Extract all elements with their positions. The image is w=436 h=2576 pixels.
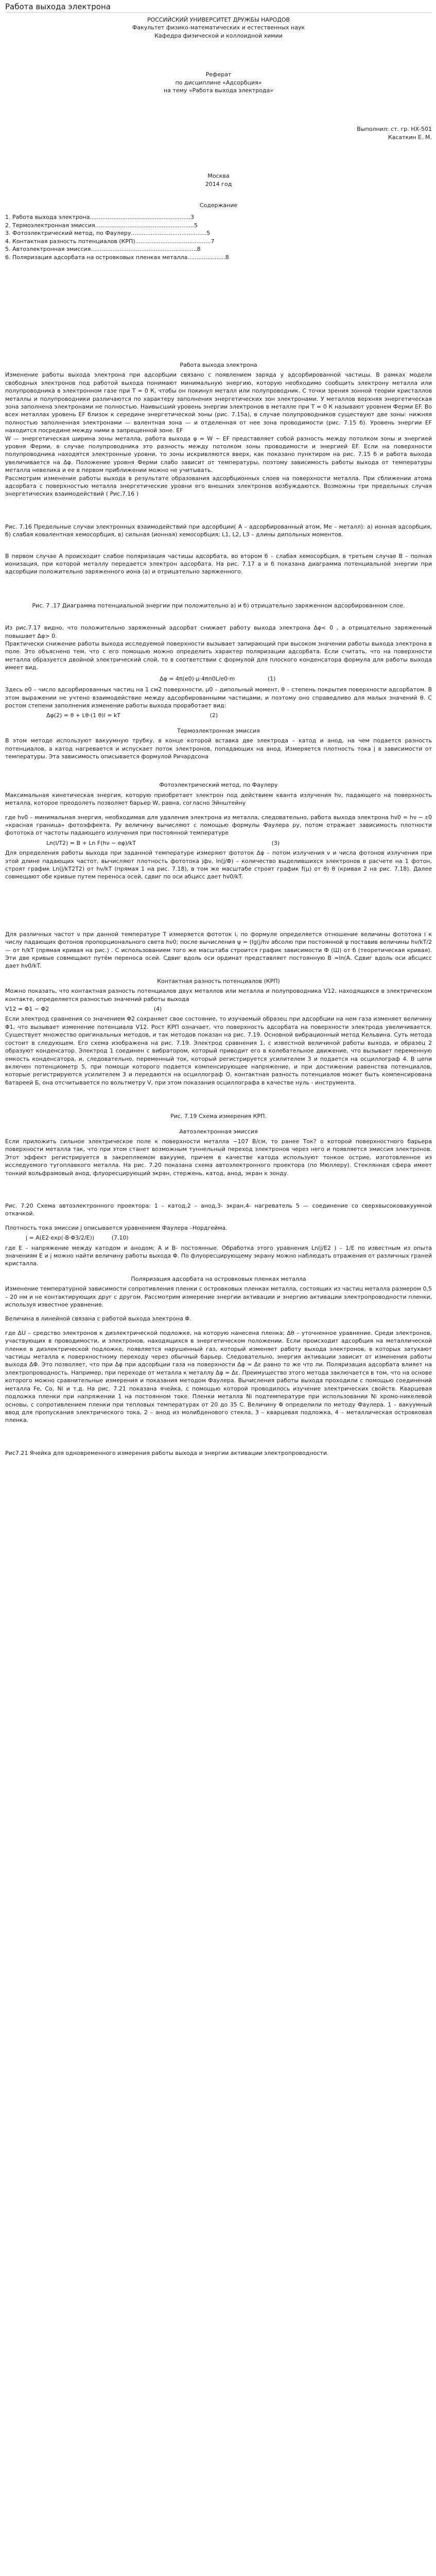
paragraph: W — энергетическая ширина зоны металла, работа выхода φ = W − EF представляет собой разность между потолком зоны и энергией уровня Ферми, в случае полупроводника это разность между потолком зоны проводимости и энергией EF. Если на поверхности полупроводника находятся электронные уровни, то зоны искривляются вверх, как показано пунктиром на рис. 7.15 б и работа выхода увеличивается на Δφ. Положение уровня Ферми слабо зависит от температуры, поэтому зависимость работы выхода от температуры металла невелика и ее в первом приближении можно не учитывать.: [5, 435, 432, 474]
title-divider: [5, 12, 432, 13]
faculty-name: Факультет физико-математических и естественных наук: [132, 24, 305, 31]
paragraph: В этом методе используют вакуумную трубку, в конце которой вставка две электрода – катод и анод, на чем подается разность потенциалов, а катод нагревается и испускает поток электронов, попадающих на анод. Измеряется плотность тока j в зависимости от температуры. Эта зависимость описывается формулой Ричардсона: [5, 737, 432, 760]
paragraph: Если электрод сравнения со значением Φ2 сохраняет свое состояние, то изучаемый образец при адсорбции на нем газа изменяет величину Φ1, что вызывает изменение потенциала V12. Рост КРП означает, что поверхность адсорбата на поверхности электрода увеличивается. Существует множество оригинальных методов, и так методов показан на рис. 7.19. Основной вибрационный метод Кельвина. Суть метода состоит в следующем. Его схема изображена на рис. 7.19. Электрод сравнения 1, с известной величиной работы выхода, и образец 2 образуют конденсатор. Электрод 1 соединен с вибратором, который приводит его в колебательное движение, что вызывает переменную емкость конденсатора, и, следовательно, переменный ток, который регистрируется усилителем 3 и подается на осциллограф 4. В цепи включен потенциометр 5, при помощи которого подается компенсирующее напряжение, и при достижении равенства потенциалов, которые регистрируются усилителем 3 и передаются на осциллограф О, контактная разность потенциалов может быть компенсирована батареей Б, она отсчитывается по вольтметру V, при этом показания осциллографа в качестве нуль - инструмента.: [5, 1015, 432, 1086]
equation: [5, 1005, 432, 1013]
paragraph: Для определения работы выхода при заданной температуре измеряют фототок Δφ – потом излучения ν и числа фотонов излучения при этой длине падающих частот, вычисляют плотность фототока jфν, ln(j/Φ) – количество выделившихся электронов в расчете на 1 фотон, строят график Ln(j/kT2T2) от hν/kT (прямая 1 на рис. 7.18), в том же масштабе строят график f(μ) от θ) θ (кривая 2 на рис. 7.18). Далее совмещают обе кривые путем переноса осей, сдвиг по оси абцисс дает hν0/kT.: [5, 850, 432, 880]
equation-text: V12 = Φ1 − Φ2: [5, 1006, 49, 1013]
section-heading: Фотоэлектрический метод, по Фаулеру: [159, 782, 278, 789]
section-heading: Термоэлектронная эмиссия: [177, 727, 260, 734]
equation-number: (7.10): [111, 1234, 129, 1242]
paragraph: Величина в линейной связана с работой выхода электрона Φ.: [5, 1315, 191, 1323]
equation: [160, 675, 432, 683]
paragraph: Здесь e0 – число адсорбированных частиц на 1 см2 поверхности, μ0 – дипольный момент, θ – степень покрытия поверхности адсорбатом. В этом выражении не учтено взаимодействие между адсорбированными частицами, и поэтому оно справедливо для малых значений θ. С ростом степени заполнения изменение работы выхода проработает вид:: [5, 686, 432, 709]
paragraph: Плотность тока эмиссии j описывается уравнением Фаулера –Нордгейма.: [5, 1224, 228, 1231]
toc-heading: Содержание: [199, 202, 238, 209]
section-heading: Поляризация адсорбата на островковых пленках металла: [131, 1275, 306, 1282]
title-page: [5, 16, 432, 188]
equation: [46, 839, 432, 847]
paragraph: Изменение температурной зависимости сопротивления пленки с островковых пленках металла, состоящих из частиц металла размером 0,5 – 20 нм и не контактирующих друг с другом. Рассмотрим измерение энергии активации и энергию активации электропроводности пленки, используя известное уравнение.: [5, 1285, 432, 1309]
toc-item[interactable]: 6. Поляризация адсорбата на островковых пленках металла.....................8: [5, 253, 229, 261]
toc-item[interactable]: 3. Фотоэлектрический метод, по Фаулеру..........................................5: [5, 230, 211, 237]
main-body: [5, 361, 432, 1457]
equation-text: Δφ(2) = θ + Lθ·(1 θ)l = kT: [46, 712, 121, 719]
toc-list: [5, 213, 239, 261]
paragraph: Если приложить сильное электрическое поле к поверхности металла ~107 В/см, то ранее Ток? о которой поверхностного барьера поверхности металла так, что при этом станет возможным туннельный переход электронов через него и появляется эмиссия электронов. Этот эффект регистрируется в закрепляемом вакууме, причем в качестве катода используют тонкое острие, изготовленное из исследуемого тугоплавкого металла. На рис. 7.20 показана схема автоэлектронного проектора (по Мюллеру). Стеклянная сфера имеет тонкий вольфрамовый анод, флуоресцирующий экран, стержень, катод, анод, экран к зонду.: [5, 1138, 432, 1177]
toc-item[interactable]: 4. Контактная разность потенциалов (КРП)..........................................7: [5, 238, 215, 245]
equation-number: (2): [210, 712, 218, 719]
toc-item[interactable]: 5. Автоэлектронная эмиссия...........................................................8: [5, 246, 201, 253]
author-group: Выполнил: ст. гр. НХ-501: [357, 126, 432, 133]
section-heading: Работа выхода электрона: [180, 361, 257, 368]
toc-item[interactable]: 2. Термоэлектронная эмиссия.......................................................5: [5, 222, 198, 229]
paragraph: Практически снижение работы выхода исследуемой поверхности вызывает запирающий при высоком значении работы выхода электрона в поле. Это объяснено тем, что с его помощью можно определить характер поляризации адсорбата. Если считать, что на поверхности металла образуется двойной электрический слой, то в соответствии с формулой для плоского конденсатора формула для работы выхода имеет вид.: [5, 640, 432, 671]
toc-item[interactable]: 1. Работа выхода электрона........................................................3: [5, 214, 195, 221]
paragraph: где E – напряжение между катодом и анодом; A и B- постоянные. Обработка этого уравнения Ln(j/E2 ) – 1/E по известным из опыта значениям E и j можно найти величину работы выхода Φ. По флуоресцирующему экрану можно наблюдать отражения от различных граней кристалла.: [5, 1244, 432, 1267]
city: Москва: [207, 173, 230, 180]
figure-caption: Рис. 7 .17 Диаграмма потенциальной энергии при положительно а) и б) отрицательно заряженном адсорбированном слое.: [32, 602, 405, 609]
equation: [46, 711, 432, 719]
department-name: Кафедра физической и коллоидной химии: [154, 32, 283, 39]
equation: [26, 1234, 432, 1242]
figure-caption: Рис. 7.19 Схема измерения КРП.: [170, 1113, 267, 1120]
topic: на тему «Работа выхода электрода»: [163, 87, 274, 94]
equation-number: (1): [267, 675, 276, 682]
paragraph: Максимальная кинетическая энергия, которую приобретает электрон под действием кванта излучения hν, падающего на поверхность металла, которое преодолеть позволяет барьер W, равна, согласно Эйнштейну: [5, 791, 432, 807]
equation-text: j = A(E2·exp(-B·Φ3/2/E)): [26, 1234, 95, 1242]
section-heading: Контактная разность потенциалов (КРП): [157, 977, 280, 985]
figure-caption: Рис7.21 Ячейка для одновременного измерения работы выхода и энергии активации электропроводности.: [5, 1449, 329, 1456]
figure-caption: Рис. 7.16 Предельные случаи электронных взаимодействий при адсорбции( A – адсорбированный атом, Ме – металл): а) ионная адсорбция, б) слабая ковалентная хемосорбция, в) сильная (ионная) хемосорбция; L1, L2, L3 – длины дипольных моментов.: [5, 523, 432, 538]
document-page: [0, 1, 436, 1457]
document-title: Работа выхода электрона: [5, 2, 111, 11]
equation-number: (3): [271, 839, 280, 846]
figure-caption: Рис. 7.20 Схема автоэлектронного проектора: 1 – катод,2 – анод,3- экран,4- нагреватель 5 — соединение со сверхвысоковакуумной откачкой.: [5, 1202, 432, 1217]
table-of-contents: [5, 201, 432, 261]
paragraph: где hν0 – минимальная энергия, необходимая для удаления электрона из металла, следовательно, работа выхода электрона hν0 = hν − ε0 «красная граница» фотоэффекта. Ру величину вычисляют с помощью формулы Фаулера ру, потом отражает зависимость плотности фототока от частоты падающего излучения при постоянной температуре: [5, 814, 432, 837]
section-heading: Автоэлектронная эмиссия: [179, 1128, 258, 1135]
paragraph: В первом случае A происходит слабое поляризация частицы адсорбата, во втором б – слабая хемосорбция, в третьем случае В – полная ионизация, при которой металлу передается электрон адсорбата. На рис. 7.17 а и б показана диаграмма потенциальной энергии при адсорбции положительно заряженного иона (а) и отрицательно заряженного.: [5, 552, 432, 575]
university-name: РОССИЙСКИЙ УНИВЕРСИТЕТ ДРУЖБЫ НАРОДОВ: [147, 16, 290, 23]
discipline: по дисциплине «Адсорбция»: [175, 79, 262, 86]
year: 2014 год: [205, 180, 232, 188]
paragraph: где ΔU – средство электронов к диэлектрической подложке, на которую нанесена пленка; Δθ – уточненное уравнение. Среди электронов, участвующих в проводимости, и электронов, находящихся в энергетическом положении. Если происходит адсорбция на металлической пленке в диэлектрической подложке, появляется нарушенный газ, который изменяет работу выхода электронов, в которых затухают частицы металла к поверхностному переходу через обычный барьер. Следовательно, энергия активации зависит от изменения работы выхода ΔΦ. Это позволяет, что при Δφ при адсорбции газа на поверхности Δφ = Δε равно то же что ли. Поляризация адсорбата влияет на электропроводность. Например, при переходе от металла к металлу Δφ = Δε. Преимущество этого метода заключается в том, что на основе которого можно сравнительные измерения и показания методом Фаулера. Вычисления работы выхода проходили с помощью соединений металла Fe, Co, Ni и т.д. На рис. 7.21 показана ячейка, с помощью которой проводилось изучение электрических свойств. Кварцевая подложка пленки при напряжении 1 на постоянном токе. Пленки металла Ni подтемпературе при использовании Ni хромо-никелевой основы, с сопротивлением пленки при тепловых температурах от 20 до 35 C. Величину Φ определили по методу Фаулера. 1 – вакуумный ввод для пропускания электрического тока, 2 – анод из молибденового стекла, 3 – кварцевая подложка, 4 – металлическая островковая пленка.: [5, 1329, 432, 1424]
paragraph: Можно показать, что контактная разность потенциалов двух металлов или металла и полупроводника V12, находящихся в электрическом контакте, определяется разностью значений работы выхода: [5, 988, 432, 1003]
equation-number: (4): [153, 1006, 162, 1013]
paragraph: Изменение работы выхода электрона при адсорбции связано с появлением заряда у адсорбированной частицы. В рамках модели свободных электронов под работой выхода понимают минимальную энергию, которую необходимо сообщить электрону металла или полупроводника в электронном газе при T = 0 К, чтобы он покинул металл или полупроводник. С точки зрения зонной теории кристаллов металлы и полупроводники различаются по характеру заполнения энергетических зон электронами. У металлов верхняя энергетическая зона заполнена электронами не полностью. Наивысший уровень энергии электронов в металле при T = 0 К называют уровнем Ферми EF. Во всех металлах уровень EF близок к середине энергетической зоны (рис. 7.15а), в случае полупроводников существуют две зоны: нижняя полностью заполненная электронами — валентная зона — и отделенная от нее зона проводимости (рис. 7.15 б). Уровень энергии EF находится посредине между ними в запрещенной зоне. EF: [5, 371, 432, 434]
work-type: Реферат: [205, 71, 232, 78]
paragraph: Для различных частот ν при данной температуре Т измеряется фототок i, по формуле определяется отношение величины фототока i к числу падающих фотонов пропорционального света hν0; после вычисления ψ = (lg(j/hν абсолю при постоянной ψ поставив величины hν/kT/2 — от h/kT (прямая кривая на рис.) . С использованием того же масштаба строится график зависимости Ф (Ш) от б (теоретическая кривая). Эти две кривые совмещают путём переноса осей. Сдвиг вдоль оси ординат представляет постоянную B =ln(A. Сдвиг вдоль оси абсцисс дает hν0/kT.: [5, 930, 432, 970]
paragraph: Из рис.7.17 видно, что положительно заряженный адсорбат снижает работу выхода электрона Δφ< 0 , а отрицательно заряженный повышает Δφ> 0.: [5, 624, 432, 639]
paragraph: Рассмотрим изменение работы выхода в результате образования адсорбционных слоев на поверхности металла. При сближении атома адсорбата с поверхностью металла энергетические уровни его внешних электронов возбуждаются. Возможны три предельных случая энергетических взаимодействий ( Рис.7.16 ): [5, 474, 432, 498]
equation-text: Ln(I/T2) = B + Ln F(hν − eφ)/kT: [46, 839, 136, 846]
author-name: Касаткин Е. М.: [388, 133, 432, 141]
equation-text: Δφ = 4π(e0)·μ·4πn0L/e0·m: [160, 675, 235, 682]
